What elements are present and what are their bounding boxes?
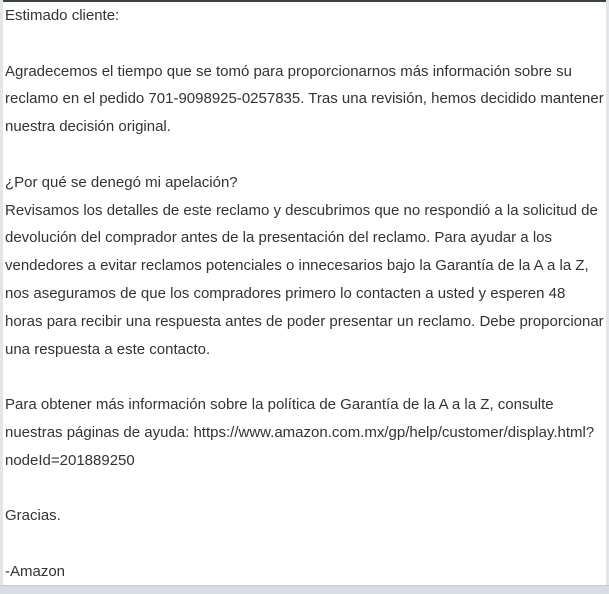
message-line: Revisamos los detalles de este reclamo y descubrimos que no respondió a la solicitud de	[5, 201, 598, 219]
message-body	[5, 2, 605, 586]
left-border	[0, 0, 3, 588]
blank-line	[5, 30, 605, 58]
bottom-scroll-bar	[0, 585, 609, 594]
section-heading: ¿Por qué se denegó mi apelación?	[5, 173, 238, 191]
message-line: Agradecemos el tiempo que se tomó para proporcionarnos más información sobre su	[5, 62, 572, 80]
help-url-line: nodeId=201889250	[5, 451, 135, 469]
blank-line	[5, 363, 605, 391]
message-line: una respuesta a este contacto.	[5, 340, 211, 358]
thanks-line: Gracias.	[5, 507, 61, 525]
signature-line: -Amazon	[5, 562, 66, 580]
message-line: horas para recibir una respuesta antes de poder presentar un reclamo. Debe proporcionar	[5, 312, 604, 330]
message-line: nos aseguramos de que los compradores primero lo contacten a usted y esperen 48	[5, 284, 566, 302]
message-line: vendedores a evitar reclamos potenciales o innecesarios bajo la Garantía de la A a la Z,	[5, 257, 589, 275]
blank-line	[5, 475, 605, 503]
greeting-line: Estimado cliente:	[5, 7, 120, 24]
message-line: nuestra decisión original.	[5, 118, 171, 136]
help-url-line: nuestras páginas de ayuda: https://www.amazon.com.mx/gp/help/customer/display.html?	[5, 423, 595, 441]
blank-line	[5, 530, 605, 558]
message-line: Para obtener más información sobre la política de Garantía de la A a la Z, consulte	[5, 396, 554, 414]
message-line: devolución del comprador antes de la presentación del reclamo. Para ayudar a los	[5, 229, 552, 247]
message-line: reclamo en el pedido 701-9098925-0257835. Tras una revisión, hemos decidido mantener	[5, 90, 604, 108]
blank-line	[5, 141, 605, 169]
